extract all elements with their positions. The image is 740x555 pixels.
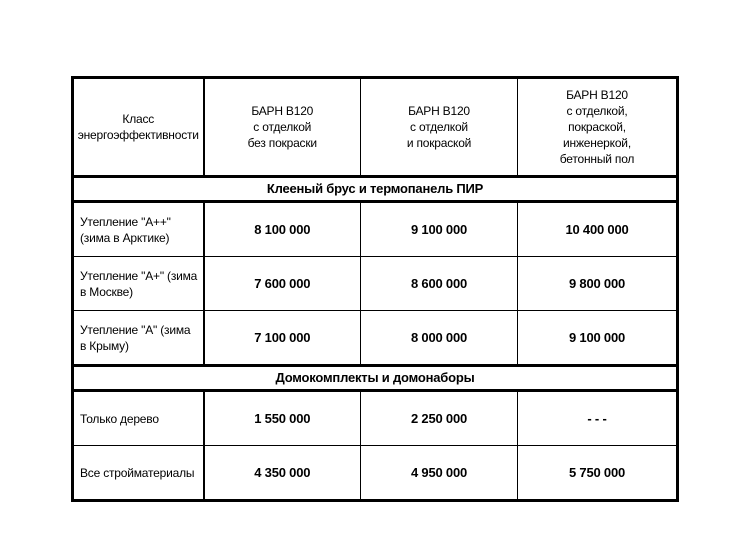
section-title: Домокомплекты и домонаборы bbox=[73, 366, 678, 391]
price-cell: 7 100 000 bbox=[204, 311, 361, 366]
price-cell: 8 000 000 bbox=[361, 311, 518, 366]
price-table bbox=[71, 76, 679, 502]
price-cell: 1 550 000 bbox=[204, 391, 361, 446]
header-class-line: энергоэффективности bbox=[77, 128, 199, 142]
price-cell: 7 600 000 bbox=[204, 257, 361, 311]
table-row bbox=[73, 311, 678, 366]
price-cell: 2 250 000 bbox=[361, 391, 518, 446]
price-cell: 8 100 000 bbox=[204, 202, 361, 257]
price-cell: 4 350 000 bbox=[204, 446, 361, 501]
table-row bbox=[73, 391, 678, 446]
header-line: и покраской bbox=[406, 136, 472, 150]
price-cell: 9 800 000 bbox=[518, 257, 678, 311]
header-class-cell bbox=[73, 78, 204, 177]
row-label: Утепление "А+" (зима в Москве) bbox=[73, 257, 204, 311]
header-line: БАРН В120 bbox=[408, 104, 470, 118]
header-line: БАРН В120 bbox=[251, 104, 314, 118]
header-line: инженеркой, bbox=[563, 136, 631, 150]
table-row bbox=[73, 202, 678, 257]
price-cell: - - - bbox=[518, 391, 678, 446]
price-cell: 5 750 000 bbox=[518, 446, 678, 501]
row-label: Все стройматериалы bbox=[73, 446, 204, 501]
header-line: БАРН В120 bbox=[566, 88, 628, 102]
header-row bbox=[73, 78, 678, 177]
row-label: Только дерево bbox=[73, 391, 204, 446]
header-line: без покраски bbox=[247, 136, 317, 150]
price-cell: 9 100 000 bbox=[361, 202, 518, 257]
price-cell: 10 400 000 bbox=[518, 202, 678, 257]
header-line: покраской, bbox=[568, 120, 626, 134]
section-row bbox=[73, 366, 678, 391]
section-title: Клееный брус и термопанель ПИР bbox=[73, 177, 678, 202]
section-row bbox=[73, 177, 678, 202]
price-cell: 4 950 000 bbox=[361, 446, 518, 501]
price-cell: 9 100 000 bbox=[518, 311, 678, 366]
row-label: Утепление "А++" (зима в Арктике) bbox=[73, 202, 204, 257]
header-column-3 bbox=[518, 78, 678, 177]
header-class-line: Класс bbox=[122, 112, 155, 126]
header-line: с отделкой, bbox=[566, 104, 628, 118]
header-line: с отделкой bbox=[410, 120, 468, 134]
table-row bbox=[73, 257, 678, 311]
header-line: с отделкой bbox=[253, 120, 312, 134]
row-label: Утепление "А" (зима в Крыму) bbox=[73, 311, 204, 366]
header-line: бетонный пол bbox=[559, 152, 635, 166]
table-row bbox=[73, 446, 678, 501]
header-column-2 bbox=[361, 78, 518, 177]
header-column-1 bbox=[204, 78, 361, 177]
price-cell: 8 600 000 bbox=[361, 257, 518, 311]
